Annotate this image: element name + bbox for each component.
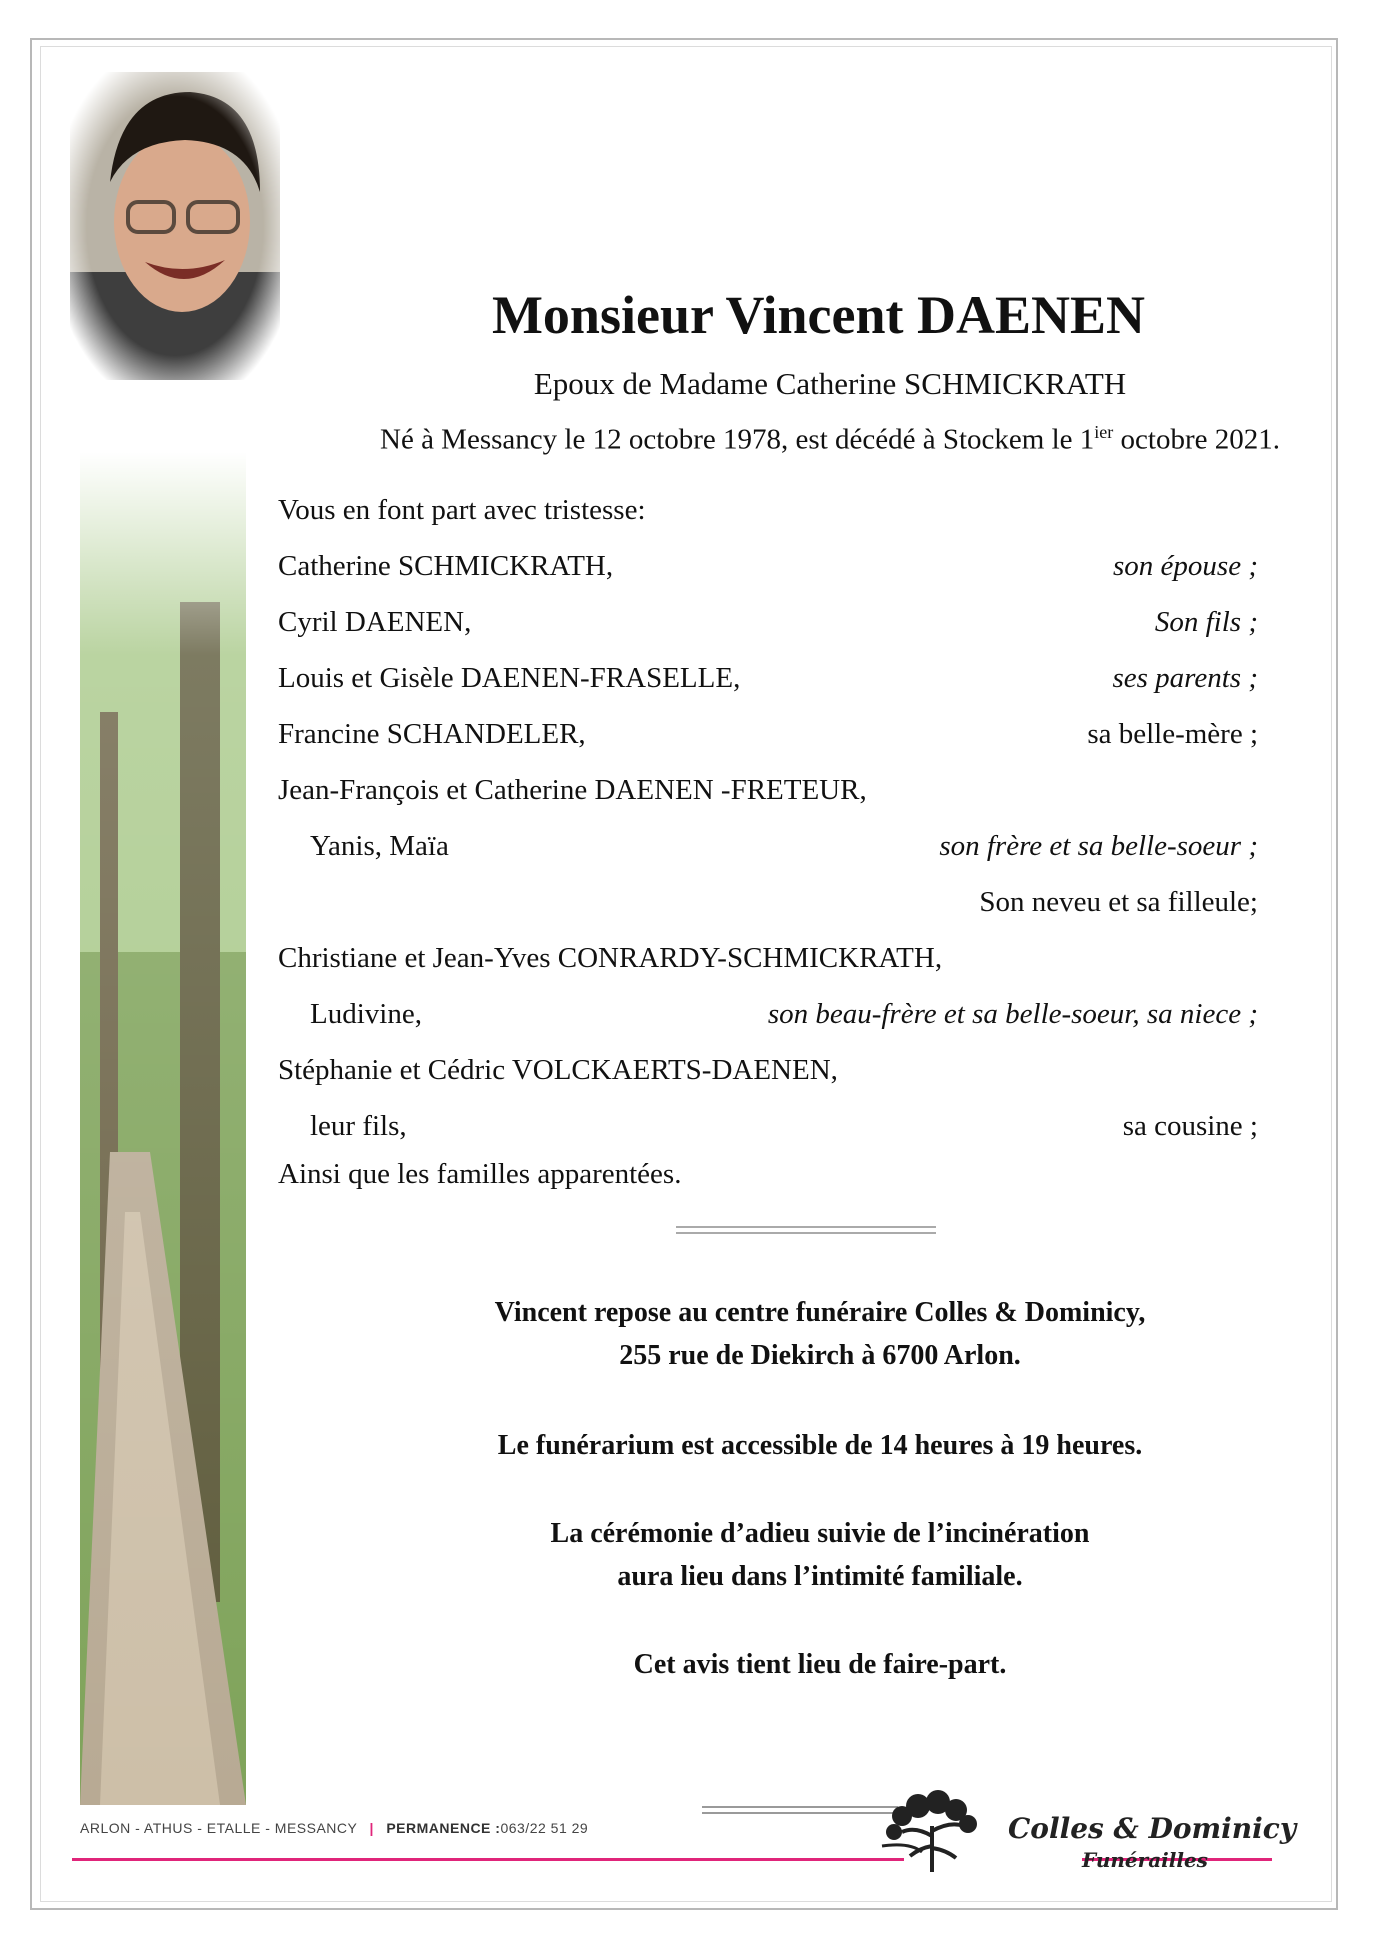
family-name: Catherine SCHMICKRATH, (278, 550, 614, 582)
family-row (278, 774, 1258, 814)
family-row (278, 830, 1258, 870)
family-name: Louis et Gisèle DAENEN-FRASELLE, (278, 662, 741, 694)
family-row (278, 886, 1258, 926)
family-name: leur fils, (310, 1110, 407, 1142)
family-relation: Son neveu et sa filleule; (979, 886, 1258, 918)
brand-name: Colles & Dominicy (1008, 1812, 1297, 1845)
intro-line: Vous en font part avec tristesse: (278, 494, 646, 526)
family-row (278, 998, 1258, 1038)
footer-locations: ARLON - ATHUS - ETALLE - MESSANCY (80, 1820, 358, 1836)
family-name: Cyril DAENEN, (278, 606, 472, 638)
deceased-name: Monsieur Vincent DAENEN (491, 285, 1146, 345)
family-relation: son beau-frère et sa belle-soeur, sa niece ; (767, 998, 1258, 1030)
footer-divider (702, 1806, 898, 1808)
family-relation: son épouse ; (1113, 550, 1258, 582)
forest-path-image (80, 452, 246, 1805)
info-line: Cet avis tient lieu de faire-part. (633, 1649, 1007, 1680)
birth-death-line (280, 422, 1320, 457)
info-line: aura lieu dans l’intimité familiale. (617, 1561, 1023, 1592)
family-row (278, 1110, 1258, 1150)
family-row (278, 1054, 1258, 1094)
family-row (278, 662, 1258, 702)
spouse-line: Epoux de Madame Catherine SCHMICKRATH (533, 366, 1127, 401)
closing-line: Ainsi que les familles apparentées. (278, 1158, 682, 1190)
permanence-phone: 063/22 51 29 (500, 1820, 589, 1836)
info-line: La cérémonie d’adieu suivie de l’incinération (550, 1518, 1090, 1549)
family-name: Ludivine, (310, 998, 422, 1030)
family-relation: Son fils ; (1154, 606, 1258, 638)
family-row (278, 550, 1258, 590)
footer-accent-line (72, 1858, 904, 1861)
dates-text: Né à Messancy le 12 octobre 1978, est décédé à Stockem le 1 (380, 423, 1095, 456)
family-relation: son frère et sa belle-soeur ; (939, 830, 1258, 862)
info-line: Le funérarium est accessible de 14 heures à 19 heures. (497, 1430, 1143, 1461)
family-relation: sa belle-mère ; (1087, 718, 1258, 750)
family-name: Francine SCHANDELER, (278, 718, 586, 750)
divider (676, 1232, 936, 1234)
info-line: Vincent repose au centre funéraire Colles & Dominicy, (494, 1297, 1146, 1328)
family-row (278, 942, 1258, 982)
brand-subtitle: Funérailles (1082, 1848, 1208, 1872)
family-relation: sa cousine ; (1122, 1110, 1258, 1142)
divider (676, 1226, 936, 1228)
family-row (278, 606, 1258, 646)
permanence-label: PERMANENCE : (386, 1820, 501, 1836)
info-line: 255 rue de Diekirch à 6700 Arlon. (619, 1340, 1021, 1371)
footer-separator: | (369, 1820, 374, 1836)
family-name: Jean-François et Catherine DAENEN -FRETEUR, (278, 774, 867, 806)
footer-divider (702, 1812, 898, 1814)
family-name: Christiane et Jean-Yves CONRARDY-SCHMICKRATH, (278, 942, 943, 974)
dates-text-end: octobre 2021. (1113, 423, 1280, 456)
family-relation: ses parents ; (1112, 662, 1258, 694)
family-row (278, 718, 1258, 758)
family-name: Stéphanie et Cédric VOLCKAERTS-DAENEN, (278, 1054, 838, 1086)
footer-contact (80, 1820, 588, 1836)
dates-superscript: ier (1094, 422, 1114, 442)
family-name: Yanis, Maïa (310, 830, 449, 862)
tree-logo-icon (880, 1786, 984, 1874)
